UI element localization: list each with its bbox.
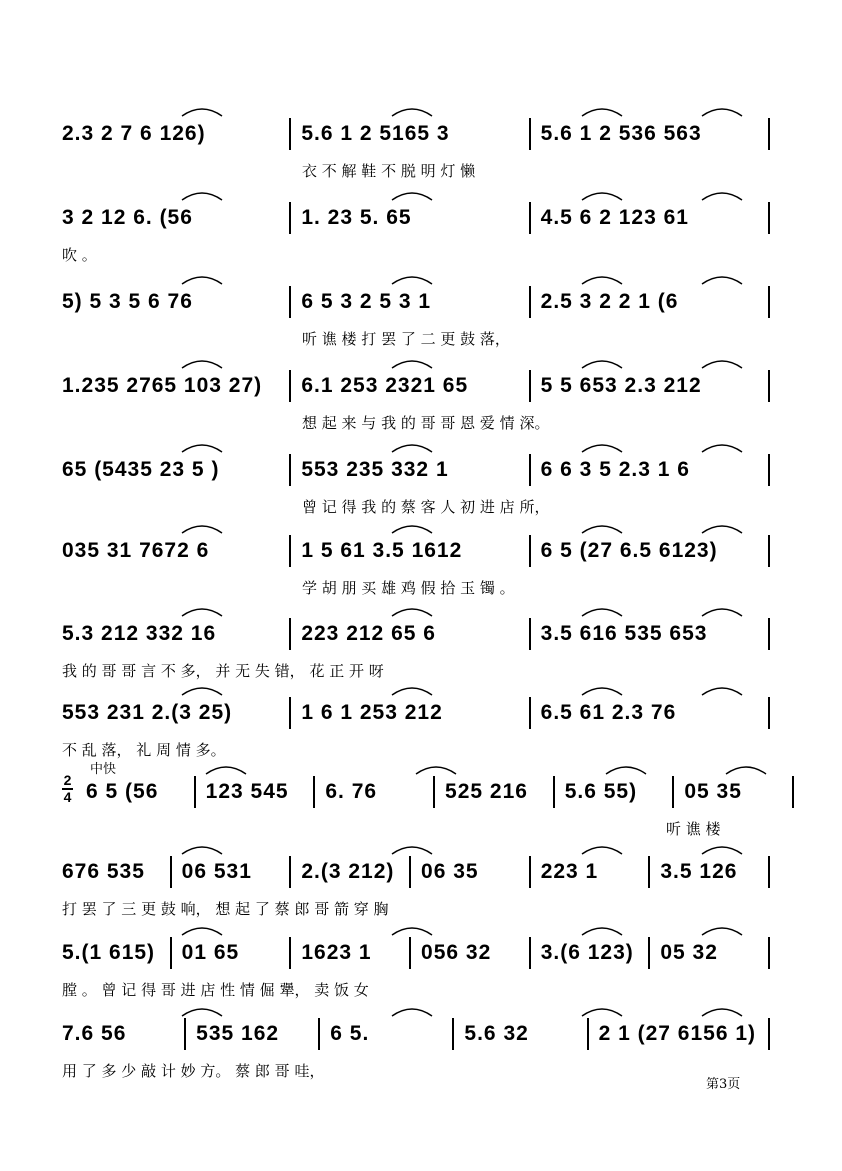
measure: 035 31 7672 6 [62, 539, 210, 562]
measure: 123 545 [205, 780, 289, 803]
bar-line [529, 454, 531, 486]
bar-line [768, 618, 770, 650]
bar-line [289, 118, 291, 150]
bar-line [170, 937, 172, 969]
bar-line [433, 776, 435, 808]
bar-line [768, 370, 770, 402]
page-number: 第3页 [706, 1077, 741, 1092]
lyrics-line: 吹 。 [62, 245, 97, 264]
notation-line [62, 366, 780, 406]
notation-line [62, 1014, 780, 1054]
tempo-mark: 中快 [90, 762, 117, 777]
measure: 6.1 253 2321 65 [301, 374, 469, 397]
measure: 5.6 1 2 5165 3 [301, 122, 450, 145]
bar-line [768, 697, 770, 729]
measure: 3.5 616 535 653 [540, 622, 708, 645]
notation-line [62, 198, 780, 238]
measure: 6.5 61 2.3 76 [540, 701, 677, 724]
measure: 676 535 [62, 860, 145, 883]
score-row [86, 772, 804, 852]
measure: 525 216 [445, 780, 528, 803]
bar-line [289, 535, 291, 567]
bar-line [452, 1018, 454, 1050]
notation-line [86, 772, 804, 812]
measure: 056 32 [421, 941, 492, 964]
bar-line [289, 454, 291, 486]
notation-line [62, 614, 780, 654]
measure: 1623 1 [301, 941, 372, 964]
bar-line [672, 776, 674, 808]
measure: 05 32 [660, 941, 718, 964]
measure: 2.3 2 7 6 126) [62, 122, 206, 145]
bar-line [289, 286, 291, 318]
notation-line [62, 282, 780, 322]
bar-line [529, 118, 531, 150]
measure: 6 6 3 5 2.3 1 6 [540, 458, 690, 481]
measure: 3.(6 123) [540, 941, 634, 964]
measure: 223 212 65 6 [301, 622, 436, 645]
measure: 2.5 3 2 2 1 (6 [540, 290, 679, 313]
measure: 01 65 [181, 941, 240, 964]
score-row [62, 531, 780, 611]
bar-line [768, 1018, 770, 1050]
notation-line [62, 852, 780, 892]
bar-line [529, 697, 531, 729]
bar-line [318, 1018, 320, 1050]
bar-line [529, 856, 531, 888]
measure: 7.6 56 [62, 1022, 127, 1045]
measure: 1 6 1 253 212 [301, 701, 443, 724]
lyrics-line: 曾 记 得 我 的 蔡 客 人 初 进 店 所， [302, 497, 550, 516]
lyrics-line: 衣 不 解 鞋 不 脱 明 灯 懒 [302, 161, 476, 180]
bar-line [529, 370, 531, 402]
bar-line [768, 535, 770, 567]
measure: 06 531 [181, 860, 252, 883]
bar-line [529, 535, 531, 567]
notation-line [62, 114, 780, 154]
score-row [62, 933, 780, 1013]
measure: 6 5 (27 6.5 6123) [540, 539, 718, 562]
bar-line [289, 202, 291, 234]
bar-line [768, 856, 770, 888]
lyrics-line: 不 乱 落， 礼 周 情 多。 [62, 740, 226, 759]
measure: 5.6 55) [564, 780, 638, 803]
time-signature: 2 4 [63, 772, 72, 805]
measure: 553 235 332 1 [301, 458, 449, 481]
score-row [62, 450, 780, 530]
measure: 535 162 [196, 1022, 280, 1045]
lyrics-line: 学 胡 朋 买 雄 鸡 假 拾 玉 镯 。 [302, 578, 515, 597]
bar-line [648, 937, 650, 969]
score-row [62, 693, 780, 773]
measure: 1.235 2765 103 27) [62, 374, 263, 397]
score-row [62, 852, 780, 932]
measure: 2.(3 212) [301, 860, 395, 883]
measure: 4.5 6 2 123 61 [540, 206, 689, 229]
measure: 1 5 61 3.5 1612 [301, 539, 463, 562]
bar-line [194, 776, 196, 808]
bar-line [792, 776, 794, 808]
measure: 223 1 [540, 860, 599, 883]
measure: 65 (5435 23 5 ) [62, 458, 220, 481]
measure: 5.6 32 [464, 1022, 529, 1045]
bar-line [648, 856, 650, 888]
bar-line [768, 454, 770, 486]
bar-line [289, 370, 291, 402]
measure: 6 5 3 2 5 3 1 [301, 290, 432, 313]
measure: 06 35 [421, 860, 479, 883]
measure: 5.(1 615) [62, 941, 156, 964]
bar-line [587, 1018, 589, 1050]
bar-line [409, 856, 411, 888]
lyrics-line: 听 谯 楼 [666, 819, 721, 838]
bar-line [768, 937, 770, 969]
bar-line [553, 776, 555, 808]
bar-line [289, 697, 291, 729]
score-row [62, 614, 780, 694]
measure: 3 2 12 6. (56 [62, 206, 193, 229]
bar-line [768, 118, 770, 150]
measure: 5) 5 3 5 6 76 [62, 290, 193, 313]
score-row [62, 366, 780, 446]
notation-line [62, 450, 780, 490]
measure: 05 35 [684, 780, 742, 803]
measure: 5.3 212 332 16 [62, 622, 217, 645]
bar-line [529, 937, 531, 969]
bar-line [184, 1018, 186, 1050]
measure: 553 231 2.(3 25) [62, 701, 233, 724]
notation-line [62, 933, 780, 973]
bar-line [313, 776, 315, 808]
bar-line [529, 286, 531, 318]
notation-line [62, 693, 780, 733]
bar-line [768, 202, 770, 234]
score-row [62, 198, 780, 278]
measure: 1. 23 5. 65 [301, 206, 412, 229]
bar-line [529, 202, 531, 234]
lyrics-line: 听 谯 楼 打 罢 了 二 更 鼓 落， [302, 329, 510, 348]
score-row [62, 114, 780, 194]
measure: 6. 76 [325, 780, 378, 803]
bar-line [768, 286, 770, 318]
lyrics-line: 我 的 哥 哥 言 不 多， 并 无 失 错， 花 正 开 呀 [62, 661, 384, 680]
bar-line [409, 937, 411, 969]
lyrics-line: 想 起 来 与 我 的 哥 哥 恩 爱 情 深。 [302, 413, 550, 432]
score-row [62, 282, 780, 362]
notation-line [62, 531, 780, 571]
measure: 5 5 653 2.3 212 [540, 374, 702, 397]
bar-line [170, 856, 172, 888]
lyrics-line: 膛 。 曾 记 得 哥 进 店 性 情 倔 犟， 卖 饭 女 [62, 980, 369, 999]
score-row [62, 1014, 780, 1094]
lyrics-line: 用 了 多 少 敲 计 妙 方。 蔡 郎 哥 哇， [62, 1061, 325, 1080]
bar-line [289, 618, 291, 650]
bar-line [289, 937, 291, 969]
measure: 6 5. [330, 1022, 370, 1045]
lyrics-line: 打 罢 了 三 更 鼓 响， 想 起 了 蔡 郎 哥 箭 穿 胸 [62, 899, 389, 918]
bar-line [529, 618, 531, 650]
measure: 6 5 (56 [86, 780, 159, 803]
measure: 5.6 1 2 536 563 [540, 122, 702, 145]
bar-line [289, 856, 291, 888]
measure: 2 1 (27 6156 1) [598, 1022, 756, 1045]
measure: 3.5 126 [660, 860, 738, 883]
